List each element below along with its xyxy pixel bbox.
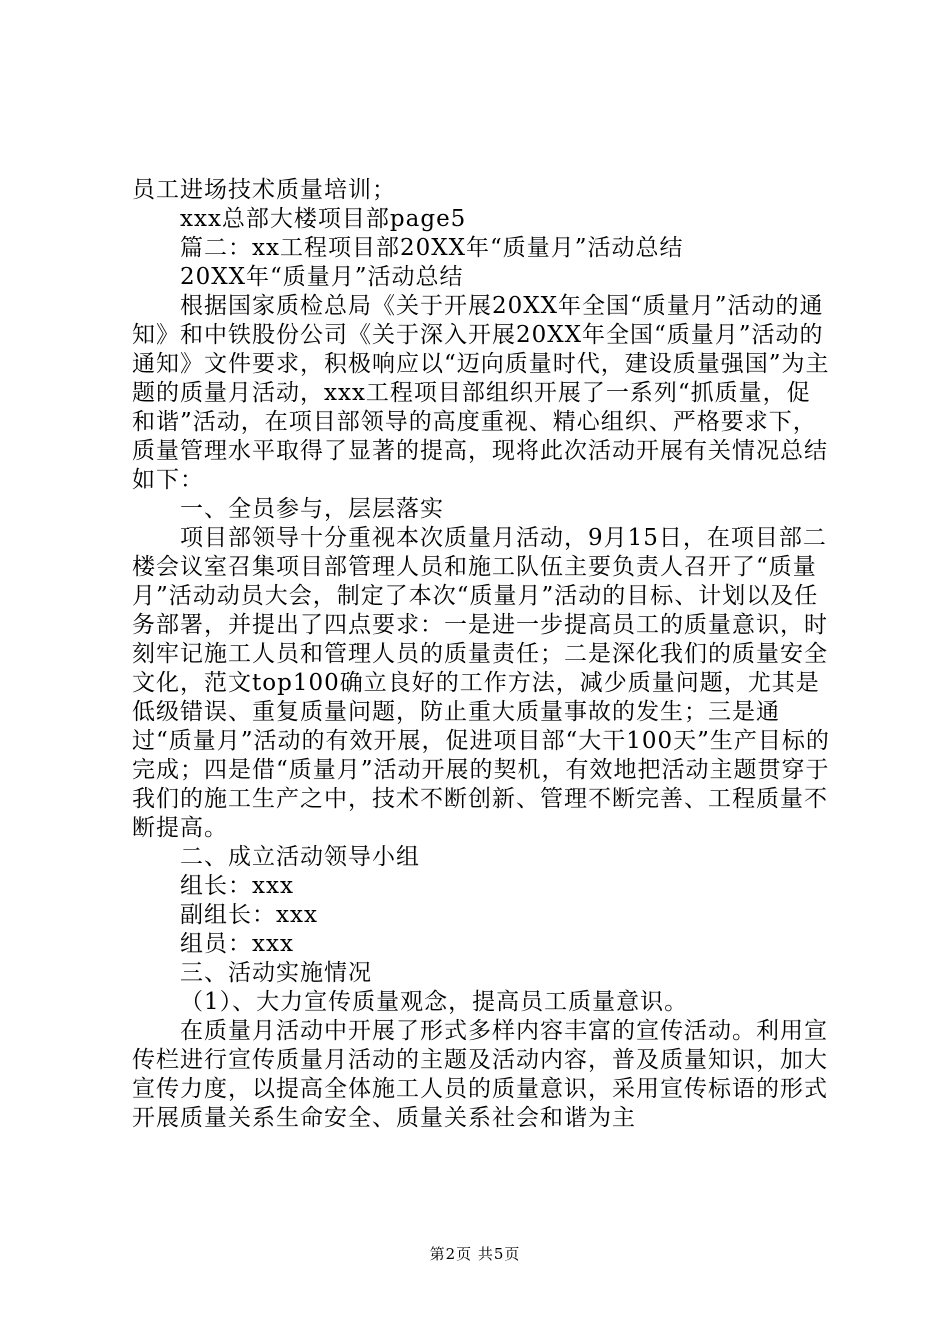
paragraph: 20XX年“质量月”活动总结 <box>180 264 464 290</box>
paragraph: 组长：xxx <box>180 873 294 899</box>
paragraph: 组员：xxx <box>180 931 294 957</box>
paragraph: 副组长：xxx <box>180 902 318 928</box>
paragraph: 项目部领导十分重视本次质量月活动，9月15日，在项目部二楼会议室召集项目部管理人员和施工队伍主要负责人召开了“质量月”活动动员大会，制定了本次“质量月”活动的目标、计划以及任务部署，并提出了四点要求：一是进一步提高员工的质量意识，时刻牢记施工人员和管理人员的质量责任；二是深化我们的质量安全文化，范文top100确立良好的工作方法，减少质量问题，尤其是低级错误、重复质量问题，防止重大质量事故的发生；三是通过“质量月”活动的有效开展，促进项目部“大干100天”生产目标的完成；四是借“质量月”活动开展的契机，有效地把活动主题贯穿于我们的施工生产之中，技术不断创新、管理不断完善、工程质量不断提高。 <box>132 525 830 841</box>
paragraph: 一、全员参与，层层落实 <box>180 496 444 522</box>
paragraph: 根据国家质检总局《关于开展20XX年全国“质量月”活动的通知》和中铁股份公司《关于深入开展20XX年全国“质量月”活动的通知》文件要求，积极响应以“迈向质量时代，建设质量强国”为主题的质量月活动，xxx工程项目部组织开展了一系列“抓质量，促和谐”活动，在项目部领导的高度重视、精心组织、严格要求下，质量管理水平取得了显著的提高，现将此次活动开展有关情况总结如下： <box>132 293 830 493</box>
paragraph: 员工进场技术质量培训； <box>132 177 396 203</box>
paragraph: xxx总部大楼项目部page5 <box>180 206 467 232</box>
paragraph: 在质量月活动中开展了形式多样内容丰富的宣传活动。利用宣传栏进行宣传质量月活动的主题及活动内容，普及质量知识，加大宣传力度，以提高全体施工人员的质量意识，采用宣传标语的形式开展质量关系生命安全、质量关系社会和谐为主 <box>132 1018 828 1131</box>
paragraph: （1）、大力宣传质量观念，提高员工质量意识。 <box>180 989 689 1015</box>
paragraph: 二、成立活动领导小组 <box>180 844 420 870</box>
paragraph: 篇二：xx工程项目部20XX年“质量月”活动总结 <box>180 235 684 261</box>
page-footer: 第2页 共5页 <box>429 1245 521 1263</box>
document-body <box>132 176 832 1133</box>
paragraph: 三、活动实施情况 <box>180 960 372 986</box>
